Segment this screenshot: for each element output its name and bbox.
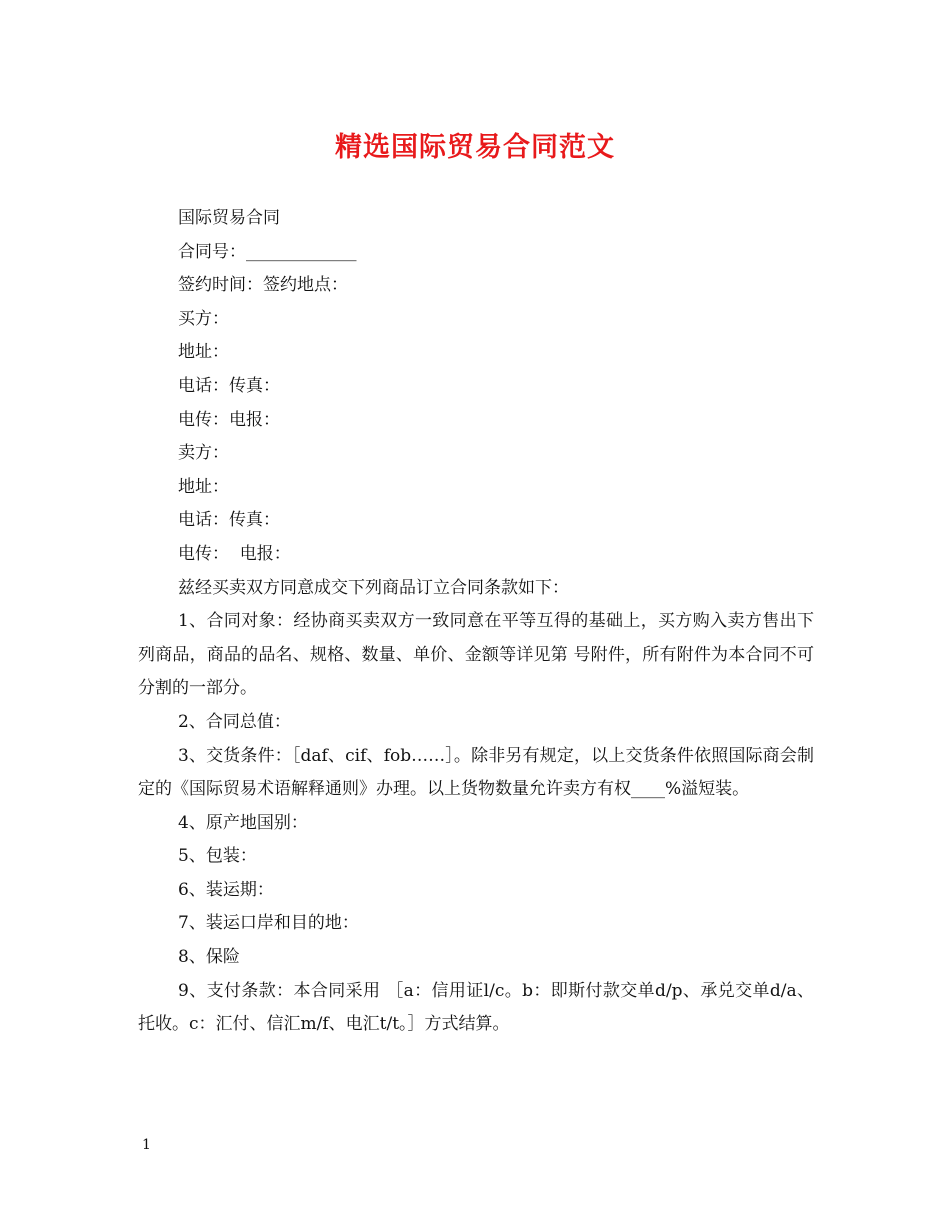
page-number: 1 <box>142 1137 151 1153</box>
buyer-telex-telegram-line: 电传：电报： <box>178 409 280 430</box>
clause-8-insurance: 8、保险 <box>178 947 240 968</box>
seller-phone-fax-line: 电话：传真： <box>178 510 280 531</box>
page-title: 精选国际贸易合同范文 <box>335 132 615 163</box>
seller-address-line: 地址： <box>178 476 229 497</box>
signing-time-place-line: 签约时间：签约地点： <box>178 275 348 296</box>
buyer-line: 买方： <box>178 308 229 329</box>
clause-6-shipment-period: 6、装运期： <box>178 879 274 900</box>
agreement-intro: 兹经买卖双方同意成交下列商品订立合同条款如下： <box>178 577 569 598</box>
seller-telex-telegram-line: 电传： 电报： <box>178 543 291 564</box>
buyer-address-line: 地址： <box>178 342 229 363</box>
clause-7-ports: 7、装运口岸和目的地： <box>178 913 359 934</box>
seller-line: 卖方： <box>178 443 229 464</box>
clause-2-total-value: 2、合同总值： <box>178 711 291 732</box>
document-body <box>138 202 814 1042</box>
contract-number-line: 合同号：_____________ <box>178 241 357 262</box>
clause-1-subject: 1、合同对象：经协商买卖双方一致同意在平等互得的基础上，买方购入卖方售出下列商品，商品的品名、规格、数量、单价、金额等详见第 号附件，所有附件为本合同不可分割的一部分。 <box>138 611 814 699</box>
clause-3-delivery-terms: 3、交货条件：［daf、cif、fob……］。除非另有规定，以上交货条件依照国际商会制定的《国际贸易术语解释通则》办理。以上货物数量允许卖方有权____%溢短装。 <box>138 745 814 800</box>
buyer-phone-fax-line: 电话：传真： <box>178 375 280 396</box>
clause-9-payment: 9、支付条款：本合同采用 ［a：信用证l/c。b：即斯付款交单d/p、承兑交单d/a、托收。c：汇付、信汇m/f、电汇t/t。］方式结算。 <box>138 980 814 1035</box>
document-heading: 国际贸易合同 <box>178 208 280 228</box>
clause-4-origin: 4、原产地国别： <box>178 812 308 833</box>
clause-5-packing: 5、包装： <box>178 846 257 867</box>
